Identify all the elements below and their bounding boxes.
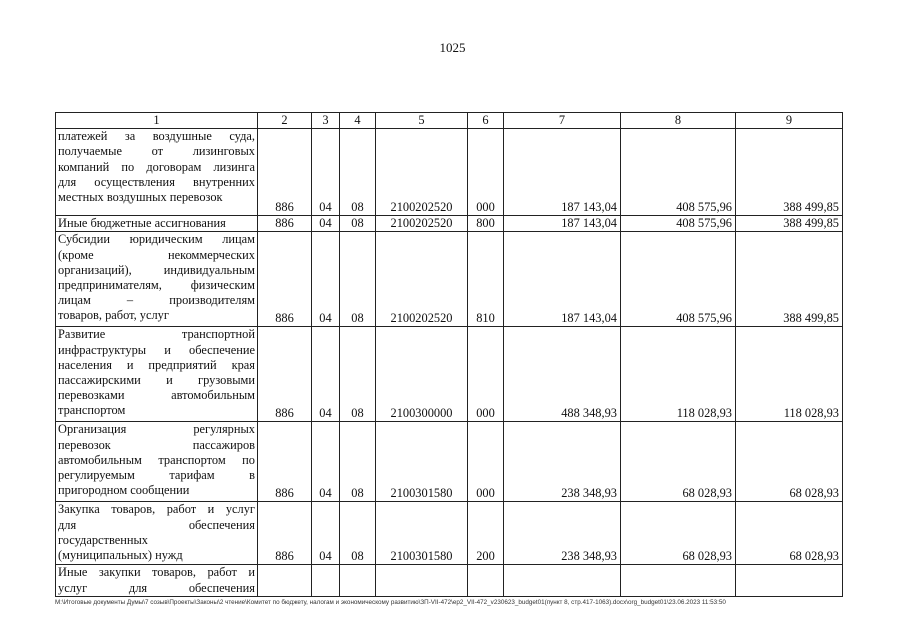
row-name-cell bbox=[56, 129, 258, 216]
page-number: 1025 bbox=[439, 40, 466, 55]
subsection-code-cell bbox=[340, 565, 376, 597]
section-code-cell: 04 bbox=[312, 502, 340, 565]
row-name-cell bbox=[56, 232, 258, 327]
amount-col9-cell: 388 499,85 bbox=[736, 232, 843, 327]
subsection-code-cell: 08 bbox=[340, 232, 376, 327]
subsection-code-cell: 08 bbox=[340, 502, 376, 565]
expense-type-cell: 800 bbox=[468, 216, 504, 232]
amount-col9-cell: 68 028,93 bbox=[736, 502, 843, 565]
amount-col8-cell bbox=[621, 565, 736, 597]
amount-col9-cell: 68 028,93 bbox=[736, 422, 843, 502]
row-name-line: населения и предприятий края bbox=[58, 357, 255, 372]
row-name-line: (муниципальных) нужд bbox=[58, 548, 183, 563]
row-name-cell bbox=[56, 422, 258, 502]
section-code-cell: 04 bbox=[312, 216, 340, 232]
budget-table bbox=[55, 112, 843, 597]
row-name-line: пригородном сообщении bbox=[58, 483, 190, 498]
target-article-cell: 2100202520 bbox=[376, 232, 468, 327]
amount-col8-cell: 68 028,93 bbox=[621, 422, 736, 502]
amount-col9-cell: 388 499,85 bbox=[736, 129, 843, 216]
header-col-3: 3 bbox=[312, 113, 340, 129]
header-col-9: 9 bbox=[736, 113, 843, 129]
row-name-line: автомобильным транспортом по bbox=[58, 452, 255, 467]
row-name-line: государственных bbox=[58, 532, 149, 547]
header-col-2: 2 bbox=[258, 113, 312, 129]
amount-col7-cell: 238 348,93 bbox=[504, 502, 621, 565]
row-name-line: перевозками автомобильным bbox=[58, 388, 255, 403]
row-name-line: Закупка товаров, работ и услуг bbox=[58, 502, 255, 517]
admin-code-cell: 886 bbox=[258, 129, 312, 216]
row-name-line: Субсидии юридическим лицам bbox=[58, 232, 255, 247]
row-name-line: инфраструктуры и обеспечение bbox=[58, 342, 255, 357]
admin-code-cell: 886 bbox=[258, 502, 312, 565]
table-row bbox=[56, 232, 843, 327]
admin-code-cell: 886 bbox=[258, 422, 312, 502]
table-row bbox=[56, 502, 843, 565]
row-name-line: получаемые от лизинговых bbox=[58, 144, 255, 159]
amount-col8-cell: 408 575,96 bbox=[621, 129, 736, 216]
row-name-line: платежей за воздушные суда, bbox=[58, 129, 255, 144]
section-code-cell: 04 bbox=[312, 327, 340, 422]
subsection-code-cell: 08 bbox=[340, 216, 376, 232]
target-article-cell: 2100202520 bbox=[376, 129, 468, 216]
header-col-8: 8 bbox=[621, 113, 736, 129]
table-row bbox=[56, 327, 843, 422]
row-name-line: Иные закупки товаров, работ и bbox=[58, 565, 255, 580]
row-name-line: для осуществления внутренних bbox=[58, 174, 255, 189]
target-article-cell: 2100202520 bbox=[376, 216, 468, 232]
amount-col8-cell: 118 028,93 bbox=[621, 327, 736, 422]
subsection-code-cell: 08 bbox=[340, 129, 376, 216]
header-col-1: 1 bbox=[56, 113, 258, 129]
row-name-line: регулируемым тарифам в bbox=[58, 468, 255, 483]
amount-col8-cell: 68 028,93 bbox=[621, 502, 736, 565]
row-name-line: транспортом bbox=[58, 403, 126, 418]
expense-type-cell: 810 bbox=[468, 232, 504, 327]
target-article-cell: 2100301580 bbox=[376, 502, 468, 565]
amount-col9-cell: 118 028,93 bbox=[736, 327, 843, 422]
amount-col7-cell: 187 143,04 bbox=[504, 129, 621, 216]
table-row bbox=[56, 129, 843, 216]
amount-col8-cell: 408 575,96 bbox=[621, 232, 736, 327]
header-col-5: 5 bbox=[376, 113, 468, 129]
row-name-line: компаний по договорам лизинга bbox=[58, 159, 255, 174]
row-name-cell bbox=[56, 327, 258, 422]
row-name-line: (кроме некоммерческих bbox=[58, 247, 255, 262]
expense-type-cell: 000 bbox=[468, 327, 504, 422]
amount-col7-cell: 488 348,93 bbox=[504, 327, 621, 422]
target-article-cell: 2100300000 bbox=[376, 327, 468, 422]
expense-type-cell: 000 bbox=[468, 422, 504, 502]
subsection-code-cell: 08 bbox=[340, 422, 376, 502]
subsection-code-cell: 08 bbox=[340, 327, 376, 422]
expense-type-cell bbox=[468, 565, 504, 597]
header-col-4: 4 bbox=[340, 113, 376, 129]
row-name-cell bbox=[56, 216, 258, 232]
admin-code-cell: 886 bbox=[258, 216, 312, 232]
row-name-line: Организация регулярных bbox=[58, 422, 255, 437]
row-name-line: услуг для обеспечения bbox=[58, 580, 255, 595]
amount-col7-cell: 238 348,93 bbox=[504, 422, 621, 502]
header-col-6: 6 bbox=[468, 113, 504, 129]
row-name-line: перевозок пассажиров bbox=[58, 437, 255, 452]
table-header-row bbox=[56, 113, 843, 129]
amount-col9-cell bbox=[736, 565, 843, 597]
row-name-line: для обеспечения bbox=[58, 517, 255, 532]
row-name-cell bbox=[56, 565, 258, 597]
admin-code-cell: 886 bbox=[258, 232, 312, 327]
row-name-line: Иные бюджетные ассигнования bbox=[58, 216, 226, 231]
row-name-line: предпринимателям, физическим bbox=[58, 278, 255, 293]
target-article-cell: 2100301580 bbox=[376, 422, 468, 502]
footer-file-path: M:\Итоговые документы Думы\7 созыв\Проекты\Законы\2 чтение\Комитет по бюджету, налогам и экономическому развитию\ЗП-VII-472\ер2_VII-472_v230623_budget01(пункт 8, стр.417-1063).docx\org_budget01\23.06.2023 11:53:50 bbox=[55, 599, 726, 606]
row-name-line: организаций), индивидуальным bbox=[58, 262, 255, 277]
target-article-cell bbox=[376, 565, 468, 597]
amount-col9-cell: 388 499,85 bbox=[736, 216, 843, 232]
table-row bbox=[56, 216, 843, 232]
section-code-cell: 04 bbox=[312, 422, 340, 502]
admin-code-cell: 886 bbox=[258, 327, 312, 422]
amount-col7-cell bbox=[504, 565, 621, 597]
admin-code-cell bbox=[258, 565, 312, 597]
amount-col7-cell: 187 143,04 bbox=[504, 232, 621, 327]
amount-col8-cell: 408 575,96 bbox=[621, 216, 736, 232]
row-name-line: товаров, работ, услуг bbox=[58, 308, 169, 323]
section-code-cell bbox=[312, 565, 340, 597]
table-row bbox=[56, 565, 843, 597]
expense-type-cell: 200 bbox=[468, 502, 504, 565]
expense-type-cell: 000 bbox=[468, 129, 504, 216]
section-code-cell: 04 bbox=[312, 232, 340, 327]
amount-col7-cell: 187 143,04 bbox=[504, 216, 621, 232]
header-col-7: 7 bbox=[504, 113, 621, 129]
row-name-line: лицам – производителям bbox=[58, 293, 255, 308]
row-name-line: местных воздушных перевозок bbox=[58, 190, 223, 205]
section-code-cell: 04 bbox=[312, 129, 340, 216]
row-name-line: пассажирскими и грузовыми bbox=[58, 373, 255, 388]
row-name-cell bbox=[56, 502, 258, 565]
row-name-line: Развитие транспортной bbox=[58, 327, 255, 342]
table-row bbox=[56, 422, 843, 502]
